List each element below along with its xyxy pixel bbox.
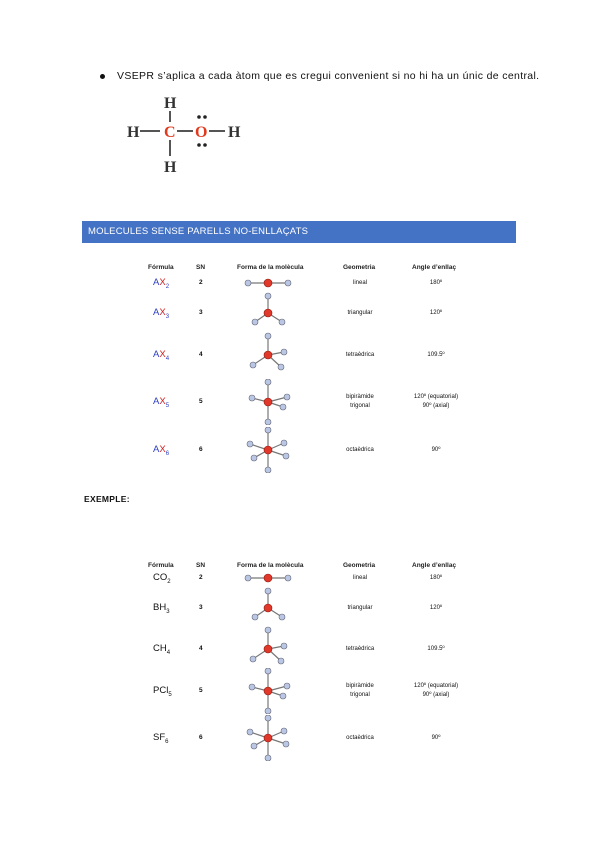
molecule-bond: [268, 450, 286, 456]
header-geometry: Geometria: [343, 562, 376, 569]
row-sn: 5: [199, 687, 203, 694]
row-angle: 90º: [431, 735, 441, 741]
molecule-bond: [268, 686, 287, 691]
row-sn: 5: [199, 398, 203, 405]
central-atom: [264, 446, 272, 454]
row-geometry: triangular: [347, 605, 373, 611]
molecule-bond: [250, 732, 268, 738]
section-header-bar: [82, 221, 516, 243]
ligand-atom: [283, 741, 289, 747]
molecule-bond: [253, 355, 268, 365]
ligand-atom: [281, 349, 287, 355]
row-sn: 3: [199, 309, 203, 316]
row-formula: $AX_2$: [153, 277, 170, 290]
row-angle: 109.5º: [427, 352, 445, 358]
molecule-bond: [255, 313, 268, 322]
row-geometry: lineal: [352, 575, 367, 581]
molecule-bond: [250, 444, 268, 450]
row-formula: PCl$_5$: [153, 685, 172, 698]
row-angle: 109.5º: [427, 646, 445, 652]
row-formula: $CH_4$: [153, 643, 171, 656]
row-angle: 180º: [429, 280, 443, 286]
molecule-shape-ax6: [238, 427, 298, 473]
molecule-bond: [252, 398, 268, 402]
central-atom: [264, 687, 272, 695]
ligand-atom: [251, 743, 257, 749]
row-formula: $AX_5$: [153, 396, 170, 409]
lewis-h-top: H: [164, 95, 177, 112]
molecule-bond: [255, 608, 268, 617]
row-sn: 6: [199, 446, 203, 453]
lewis-h-left: H: [127, 124, 140, 141]
ligand-atom: [278, 658, 284, 664]
ligand-atom: [285, 575, 291, 581]
row-angle: 120º: [429, 605, 443, 611]
row-angle: 90º: [431, 447, 441, 453]
molecule-bond: [268, 443, 284, 450]
central-atom: [264, 309, 272, 317]
ligand-atom: [281, 728, 287, 734]
example-label: EXEMPLE:: [84, 494, 130, 504]
molecule-shape-ax5: [238, 668, 298, 714]
ligand-atom: [265, 755, 271, 761]
row-sn: 4: [199, 351, 203, 358]
row-geometry: lineal: [352, 280, 367, 286]
central-atom: [264, 574, 272, 582]
ligand-atom: [278, 364, 284, 370]
ligand-atom: [283, 453, 289, 459]
header-angle: Angle d’enllaç: [412, 264, 457, 271]
ligand-atom: [265, 467, 271, 473]
ligand-atom: [281, 440, 287, 446]
ligand-atom: [252, 614, 258, 620]
molecule-bond: [268, 691, 283, 696]
row-sn: 6: [199, 734, 203, 741]
row-formula: $CO_2$: [153, 572, 171, 585]
lewis-carbon: C: [164, 124, 176, 141]
row-formula: $AX_4$: [153, 349, 170, 362]
ligand-atom: [280, 404, 286, 410]
central-atom: [264, 734, 272, 742]
ligand-atom: [250, 362, 256, 368]
row-sn: 4: [199, 645, 203, 652]
central-atom: [264, 279, 272, 287]
molecule-bond: [268, 402, 283, 407]
central-atom: [264, 604, 272, 612]
row-geometry: octaèdrica: [346, 735, 374, 741]
header-shape: Forma de la molècula: [237, 264, 304, 271]
molecule-shape-ax4: [238, 332, 298, 378]
molecule-bond: [254, 450, 268, 458]
ligand-atom: [245, 575, 251, 581]
section-title: MOLECULES SENSE PARELLS NO-ENLLAÇATS: [88, 226, 309, 237]
ligand-atom: [280, 693, 286, 699]
molecule-shape-ax5: [238, 379, 298, 425]
molecule-bond: [268, 608, 282, 617]
ligand-atom: [265, 379, 271, 385]
row-geometry: tetraèdrica: [345, 646, 375, 652]
molecule-bond: [252, 687, 268, 691]
header-sn: SN: [196, 562, 206, 569]
ligand-atom: [284, 394, 290, 400]
row-geometry: bipiràmide trigonal: [346, 394, 374, 409]
header-formula: Fórmula: [148, 264, 174, 271]
intro-text: VSEPR s’aplica a cada àtom que es cregui convenient si no hi ha un únic de central.: [117, 70, 540, 82]
bullet-dot: [100, 74, 105, 79]
row-geometry: octaèdrica: [346, 447, 374, 453]
row-angle: 180º: [429, 575, 443, 581]
molecule-bond: [268, 313, 282, 322]
ligand-atom: [265, 627, 271, 633]
central-atom: [264, 398, 272, 406]
molecule-shape-ax6: [238, 715, 298, 761]
header-geometry: Geometria: [343, 264, 376, 271]
ligand-atom: [265, 708, 271, 714]
row-formula: $AX_6$: [153, 444, 170, 457]
lewis-h-bottom: H: [164, 159, 177, 176]
ligand-atom: [279, 319, 285, 325]
row-angle: 120º (equatorial) 90º (axial): [413, 683, 459, 698]
ligand-atom: [285, 280, 291, 286]
row-angle: 120º (equatorial) 90º (axial): [413, 394, 459, 409]
lewis-h-right: H: [228, 124, 241, 141]
ligand-atom: [247, 441, 253, 447]
header-sn: SN: [196, 264, 206, 271]
molecule-bond: [268, 352, 284, 355]
central-atom: [264, 351, 272, 359]
molecule-shape-ax2: [238, 260, 298, 306]
header-shape: Forma de la molècula: [237, 562, 304, 569]
molecule-bond: [268, 731, 284, 738]
molecule-shape-ax3: [238, 585, 298, 631]
ligand-atom: [251, 455, 257, 461]
row-sn: 2: [199, 279, 203, 286]
molecule-bond: [253, 649, 268, 659]
molecule-bond: [268, 397, 287, 402]
ligand-atom: [265, 427, 271, 433]
ligand-atom: [265, 715, 271, 721]
header-formula: Fórmula: [148, 562, 174, 569]
row-geometry: tetraèdrica: [345, 352, 375, 358]
ligand-atom: [247, 729, 253, 735]
row-formula: $SF_6$: [153, 732, 169, 745]
ligand-atom: [281, 643, 287, 649]
molecule-bond: [268, 649, 281, 661]
molecule-shape-ax3: [238, 290, 298, 336]
row-angle: 120º: [429, 310, 443, 316]
molecule-bond: [268, 738, 286, 744]
row-geometry: triangular: [347, 310, 373, 316]
lewis-oxygen: O: [195, 124, 208, 141]
molecule-bond: [268, 646, 284, 649]
central-atom: [264, 645, 272, 653]
row-formula: $BH_3$: [153, 602, 170, 615]
intro-bullet: [92, 70, 539, 82]
ligand-atom: [284, 683, 290, 689]
ligand-atom: [265, 588, 271, 594]
ligand-atom: [265, 668, 271, 674]
row-formula: $AX_3$: [153, 307, 170, 320]
ligand-atom: [249, 684, 255, 690]
molecule-bond: [268, 355, 281, 367]
row-sn: 2: [199, 574, 203, 581]
lewis-structure-methanol: [120, 92, 260, 180]
row-geometry: bipiràmide trigonal: [346, 683, 374, 698]
header-angle: Angle d’enllaç: [412, 562, 457, 569]
ligand-atom: [250, 656, 256, 662]
ligand-atom: [249, 395, 255, 401]
ligand-atom: [265, 419, 271, 425]
ligand-atom: [265, 293, 271, 299]
ligand-atom: [245, 280, 251, 286]
molecule-shape-ax2: [238, 555, 298, 601]
row-sn: 3: [199, 604, 203, 611]
molecule-bond: [254, 738, 268, 746]
ligand-atom: [265, 333, 271, 339]
lewis-bonds: [140, 111, 225, 156]
molecule-shape-ax4: [238, 626, 298, 672]
ligand-atom: [279, 614, 285, 620]
ligand-atom: [252, 319, 258, 325]
